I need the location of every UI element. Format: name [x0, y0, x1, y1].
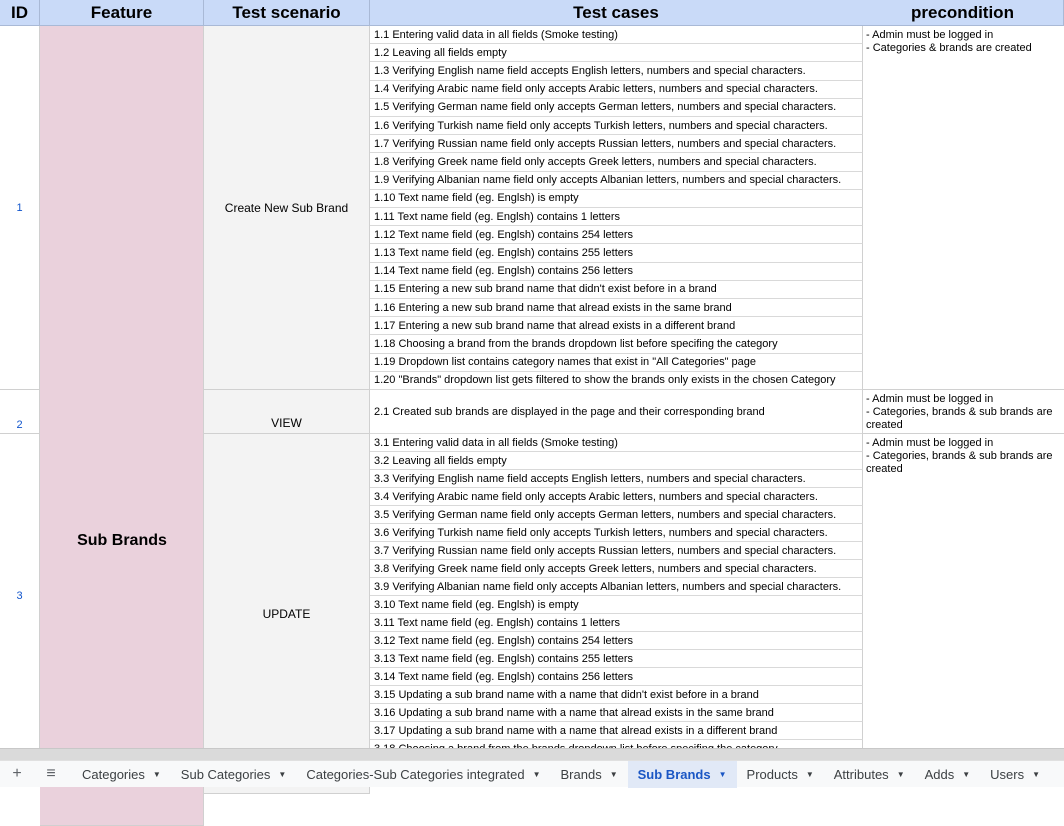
test-case-cell[interactable]: 3.3 Verifying English name field accepts English letters, numbers and special characters.	[370, 470, 863, 488]
test-case-cell[interactable]: 1.10 Text name field (eg. Englsh) is empty	[370, 190, 863, 208]
chevron-down-icon[interactable]: ▼	[962, 769, 971, 779]
test-case-cell[interactable]: 1.8 Verifying Greek name field only accepts Greek letters, numbers and special characters.	[370, 153, 863, 171]
test-case-cell[interactable]: 1.2 Leaving all fields empty	[370, 44, 863, 62]
precondition-line: - Admin must be logged in	[866, 393, 994, 405]
chevron-down-icon[interactable]: ▼	[805, 769, 814, 779]
test-case-cell[interactable]: 3.15 Updating a sub brand name with a name that didn't exist before in a brand	[370, 686, 863, 704]
header-test-scenario[interactable]: Test scenario	[204, 0, 370, 26]
feature-cell[interactable]	[40, 26, 204, 826]
test-case-cell[interactable]: 1.9 Verifying Albanian name field only accepts Albanian letters, numbers and special characters.	[370, 172, 863, 190]
chevron-down-icon[interactable]: ▼	[278, 769, 287, 779]
test-case-cell[interactable]: 1.3 Verifying English name field accepts English letters, numbers and special characters.	[370, 62, 863, 80]
header-id[interactable]: ID	[0, 0, 40, 26]
horizontal-scrollbar[interactable]	[0, 748, 1064, 760]
test-case-cell[interactable]: 3.6 Verifying Turkish name field only accepts Turkish letters, numbers and special characters.	[370, 524, 863, 542]
test-case-cell[interactable]: 1.19 Dropdown list contains category names that exist in "All Categories" page	[370, 354, 863, 372]
sheet-tab-label: Sub Categories	[180, 766, 271, 782]
sheet-tab-label: Sub Brands	[637, 766, 711, 782]
sheet-tab[interactable]	[915, 761, 981, 788]
test-case-cell[interactable]: 3.4 Verifying Arabic name field only accepts Arabic letters, numbers and special characters.	[370, 488, 863, 506]
scenario-label: Create New Sub Brand	[224, 200, 349, 215]
test-case-cell[interactable]: 1.4 Verifying Arabic name field only accepts Arabic letters, numbers and special characters.	[370, 81, 863, 99]
test-case-cell[interactable]: 3.16 Updating a sub brand name with a name that alread exists in the same brand	[370, 704, 863, 722]
chevron-down-icon[interactable]: ▼	[152, 769, 161, 779]
sheet-tab-label: Attributes	[833, 766, 889, 782]
sheet-tab[interactable]	[171, 761, 297, 788]
precondition-line: - Categories, brands & sub brands are created	[866, 450, 1053, 475]
sheet-tab[interactable]	[628, 761, 737, 788]
sheet-tab-label: Categories	[82, 766, 145, 782]
test-case-cell[interactable]: 1.14 Text name field (eg. Englsh) contains 256 letters	[370, 263, 863, 281]
sheet-tab[interactable]	[296, 761, 550, 788]
test-case-cell[interactable]: 3.11 Text name field (eg. Englsh) contains 1 letters	[370, 614, 863, 632]
test-case-cell[interactable]: 3.1 Entering valid data in all fields (Smoke testing)	[370, 434, 863, 452]
id-cell[interactable]	[0, 434, 40, 758]
precondition-line: - Admin must be logged in	[866, 29, 994, 41]
header-test-cases[interactable]: Test cases	[370, 0, 863, 26]
sheet-tab[interactable]	[737, 761, 824, 788]
sheet-tab[interactable]	[824, 761, 915, 788]
sheet-tab[interactable]	[72, 761, 171, 788]
test-case-cell[interactable]: 1.5 Verifying German name field only accepts German letters, numbers and special characters.	[370, 99, 863, 117]
sheet-tab[interactable]	[980, 761, 1050, 788]
precondition-cell[interactable]	[862, 434, 1064, 758]
test-case-cell[interactable]: 1.18 Choosing a brand from the brands dropdown list before specifing the category	[370, 335, 863, 353]
test-case-cell[interactable]: 1.12 Text name field (eg. Englsh) contains 254 letters	[370, 226, 863, 244]
scenario-label: VIEW	[271, 416, 302, 430]
sheet-tab-label: Products	[746, 766, 798, 782]
sheet-tab-label: Brands	[560, 766, 602, 782]
chevron-down-icon[interactable]: ▼	[609, 769, 618, 779]
test-case-cell[interactable]: 1.16 Entering a new sub brand name that alread exists in the same brand	[370, 299, 863, 317]
test-case-cell[interactable]: 3.10 Text name field (eg. Englsh) is empty	[370, 596, 863, 614]
sheet-tab-label: Categories-Sub Categories integrated	[306, 766, 525, 782]
chevron-down-icon[interactable]: ▼	[532, 769, 541, 779]
test-case-cell[interactable]: 3.17 Updating a sub brand name with a name that alread exists in a different brand	[370, 722, 863, 740]
id-value: 2	[16, 419, 23, 431]
test-case-cell[interactable]: 3.5 Verifying German name field only accepts German letters, numbers and special characters.	[370, 506, 863, 524]
feature-label: Sub Brands	[77, 532, 167, 549]
test-case-cell[interactable]: 1.17 Entering a new sub brand name that alread exists in a different brand	[370, 317, 863, 335]
test-case-cell[interactable]: 3.2 Leaving all fields empty	[370, 452, 863, 470]
sheet-tabs-bar	[0, 760, 1064, 787]
scenario-cell[interactable]	[204, 26, 370, 390]
test-case-cell[interactable]: 1.15 Entering a new sub brand name that didn't exist before in a brand	[370, 281, 863, 299]
test-case-cell[interactable]: 1.7 Verifying Russian name field only accepts Russian letters, numbers and special characters.	[370, 135, 863, 153]
test-case-cell[interactable]: 1.11 Text name field (eg. Englsh) contains 1 letters	[370, 208, 863, 226]
test-case-cell[interactable]: 3.14 Text name field (eg. Englsh) contains 256 letters	[370, 668, 863, 686]
scenario-cell[interactable]	[204, 434, 370, 794]
test-case-cell[interactable]: 3.9 Verifying Albanian name field only accepts Albanian letters, numbers and special characters.	[370, 578, 863, 596]
id-value: 1	[16, 201, 23, 214]
chevron-down-icon[interactable]: ▼	[718, 769, 727, 779]
sheet-tab-label: Users	[990, 766, 1025, 782]
id-cell[interactable]	[0, 26, 40, 390]
test-case-cell[interactable]: 2.1 Created sub brands are displayed in the page and their corresponding brand	[370, 390, 863, 434]
precondition-line: - Categories, brands & sub brands are created	[866, 406, 1053, 431]
chevron-down-icon[interactable]: ▼	[1032, 769, 1041, 779]
add-sheet-icon[interactable]: +	[12, 765, 22, 782]
header-feature[interactable]: Feature	[40, 0, 204, 26]
all-sheets-menu-icon[interactable]: ≡	[46, 765, 56, 782]
test-case-cell[interactable]: 1.6 Verifying Turkish name field only accepts Turkish letters, numbers and special characters.	[370, 117, 863, 135]
id-cell[interactable]	[0, 390, 40, 434]
sheet-tab[interactable]	[551, 761, 628, 788]
sheet-tab-label: Adds	[924, 766, 955, 782]
test-case-cell[interactable]: 3.13 Text name field (eg. Englsh) contains 255 letters	[370, 650, 863, 668]
precondition-cell[interactable]	[862, 26, 1064, 390]
id-value: 3	[16, 589, 23, 602]
precondition-cell[interactable]	[862, 390, 1064, 434]
header-precondition[interactable]: precondition	[862, 0, 1064, 26]
precondition-line: - Categories & brands are created	[866, 42, 1032, 54]
test-case-cell[interactable]: 3.8 Verifying Greek name field only accepts Greek letters, numbers and special characters.	[370, 560, 863, 578]
test-case-cell[interactable]: 3.12 Text name field (eg. Englsh) contains 254 letters	[370, 632, 863, 650]
precondition-line: - Admin must be logged in	[866, 437, 994, 449]
test-case-cell[interactable]: 1.1 Entering valid data in all fields (Smoke testing)	[370, 26, 863, 44]
chevron-down-icon[interactable]: ▼	[896, 769, 905, 779]
scenario-cell[interactable]	[204, 390, 370, 434]
scenario-label: UPDATE	[262, 606, 311, 621]
test-case-cell[interactable]: 3.7 Verifying Russian name field only accepts Russian letters, numbers and special characters.	[370, 542, 863, 560]
test-case-cell[interactable]: 1.13 Text name field (eg. Englsh) contains 255 letters	[370, 244, 863, 262]
test-case-cell[interactable]: 1.20 "Brands" dropdown list gets filtered to show the brands only exists in the chosen Category	[370, 372, 863, 390]
